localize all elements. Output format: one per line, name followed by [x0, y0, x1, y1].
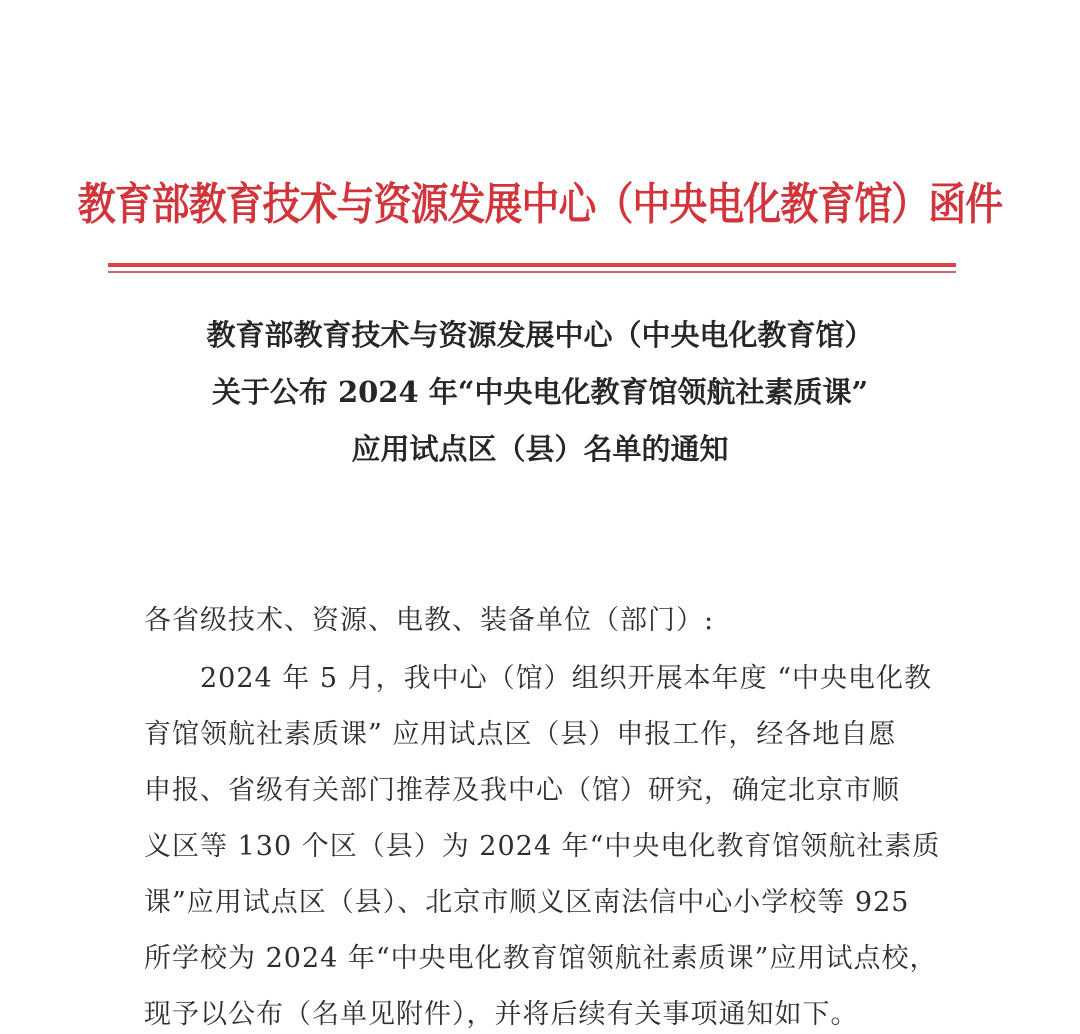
paragraph-line: 申报、省级有关部门推荐及我中心（馆）研究，确定北京市顺 — [144, 775, 900, 806]
notice-title-line-3: 应用试点区（县）名单的通知 — [351, 432, 729, 466]
paragraph-line: 2024 年 5 月，我中心（馆）组织开展本年度 “中央电化教 — [200, 663, 933, 694]
letterhead-title: 教育部教育技术与资源发展中心（中央电化教育馆）函件 — [77, 179, 1003, 230]
paragraph-line: 义区等 130 个区（县）为 2024 年“中央电化教育馆领航社素质 — [144, 831, 941, 862]
letterhead-red-rule-thin — [108, 271, 956, 273]
paragraph-line: 课”应用试点区（县）、北京市顺义区南法信中心小学校等 925 — [144, 887, 910, 918]
paragraph-line: 现予以公布（名单见附件），并将后续有关事项通知如下。 — [144, 999, 859, 1030]
notice-title-line-1: 教育部教育技术与资源发展中心（中央电化教育馆） — [206, 318, 874, 352]
paragraph-line: 所学校为 2024 年“中央电化教育馆领航社素质课”应用试点校， — [144, 943, 938, 974]
salutation: 各省级技术、资源、电教、装备单位（部门）: — [144, 605, 715, 636]
notice-title-line-2: 关于公布 2024 年“中央电化教育馆领航社素质课” — [211, 375, 869, 409]
letterhead-red-rule-thick — [108, 263, 956, 267]
paragraph-line: 育馆领航社素质课” 应用试点区（县）申报工作，经各地自愿 — [144, 719, 897, 750]
